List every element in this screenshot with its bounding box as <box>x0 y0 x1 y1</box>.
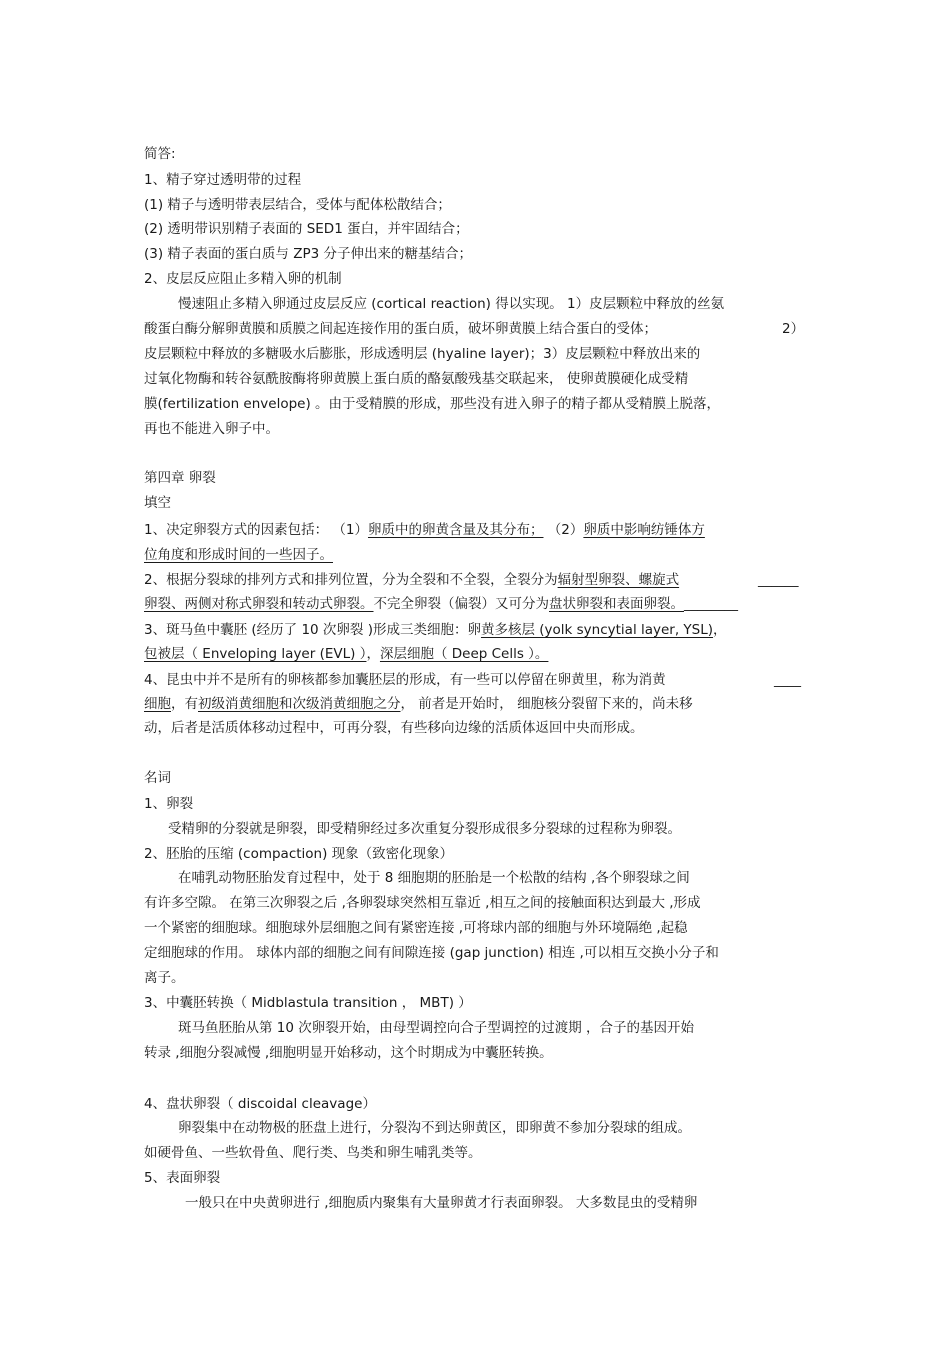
section-heading-fill-blank: 填空 <box>144 495 171 511</box>
paragraph-line: 有许多空隙。 在第三次卵裂之后 ,各卵裂球突然相互靠近 ,相互之间的接触面积达到最大 ,形成 <box>144 895 701 911</box>
question-line: 4、昆虫中并不是所有的卵核都参加囊胚层的形成，有一些可以停留在卵黄里，称为消黄 <box>144 672 666 688</box>
paragraph-line-end: 2） <box>782 321 805 337</box>
paragraph-line: 一个紧密的细胞球。细胞球外层细胞之间有紧密连接 ,可将球内部的细胞与外环境隔绝 ,起稳 <box>144 920 688 936</box>
answer-span: 盘状卵裂和表面卵裂。 <box>549 596 684 612</box>
section-heading-terms: 名词 <box>144 770 171 786</box>
text-line: (1) 精子与透明带表层结合，受体与配体松散结合； <box>144 197 451 213</box>
answer-span: 包被层（ Enveloping layer (EVL) ） <box>144 646 367 662</box>
text-span: ， <box>366 646 380 662</box>
answer-span: 卵裂、两侧对称式卵裂和转动式卵裂。 <box>144 596 374 612</box>
term-heading: 1、卵裂 <box>144 796 194 812</box>
question-line: 动，后者是活质体移动过程中，可再分裂，有些移向边缘的活质体返回中央而形成。 <box>144 720 644 736</box>
question-line <box>144 521 705 539</box>
term-heading: 2、胚胎的压缩 (compaction) 现象（致密化现象） <box>144 846 454 862</box>
paragraph-line: 过氧化物酶和转谷氨酰胺酶将卵黄膜上蛋白质的酪氨酸残基交联起来， 使卵黄膜硬化成受精 <box>144 371 689 387</box>
question-line <box>144 645 548 663</box>
text-span: ， <box>713 622 727 638</box>
question-line <box>144 571 679 589</box>
text-span: ， 前者是开始时， 细胞核分裂留下来的，尚未移 <box>400 696 693 712</box>
paragraph-line: 一般只在中央黄卵进行 ,细胞质内聚集有大量卵黄才行表面卵裂。 大多数昆虫的受精卵 <box>185 1195 698 1211</box>
answer-span: 卵质中的卵黄含量及其分布； <box>367 522 544 538</box>
paragraph-line: 定细胞球的作用。 球体内部的细胞之间有间隙连接 (gap junction) 相连 ,可以相互交换小分子和 <box>144 945 719 961</box>
answer-span: 深层细胞（ Deep Cells ）。 <box>379 646 549 662</box>
text-line: (2) 透明带识别精子表面的 SED1 蛋白，并牢固结合； <box>144 221 469 237</box>
answer-span: 黄多核层 (yolk syncytial layer, YSL) <box>480 622 714 638</box>
text-span: 3、斑马鱼中囊胚 (经历了 10 次卵裂 )形成三类细胞：卵 <box>144 622 481 638</box>
text-span: 1、决定卵裂方式的因素包括： （1） <box>144 522 368 538</box>
text-span: （2） <box>543 522 584 538</box>
answer-span: 卵质中影响纺锤体方 <box>583 522 705 538</box>
term-heading: 5、表面卵裂 <box>144 1170 221 1186</box>
question-line <box>144 595 738 613</box>
paragraph-line: 斑马鱼胚胎从第 10 次卵裂开始，由母型调控向合子型调控的过渡期 ，合子的基因开始 <box>178 1020 695 1036</box>
paragraph-line: 受精卵的分裂就是卵裂，即受精卵经过多次重复分裂形成很多分裂球的过程称为卵裂。 <box>168 821 681 837</box>
blank-line: ____ <box>774 672 801 688</box>
question-heading: 1、精子穿过透明带的过程 <box>144 172 302 188</box>
paragraph-line: 酸蛋白酶分解卵黄膜和质膜之间起连接作用的蛋白质，破坏卵黄膜上结合蛋白的受体； <box>144 321 657 337</box>
question-line <box>144 546 333 564</box>
blank-line: ______ <box>758 572 799 588</box>
blank-line: ________ <box>684 596 738 612</box>
answer-span: 初级消黄细胞和次级消黄细胞之分 <box>198 696 401 712</box>
paragraph-line: 如硬骨鱼、一些软骨鱼、爬行类、鸟类和卵生哺乳类等。 <box>144 1145 482 1161</box>
paragraph-line: 在哺乳动物胚胎发育过程中，处于 8 细胞期的胚胎是一个松散的结构 ,各个卵裂球之间 <box>178 870 690 886</box>
paragraph-line: 卵裂集中在动物极的胚盘上进行，分裂沟不到达卵黄区，即卵黄不参加分裂球的组成。 <box>178 1120 691 1136</box>
answer-span: 细胞 <box>144 696 171 712</box>
paragraph-line: 离子。 <box>144 970 185 986</box>
paragraph-line: 再也不能进入卵子中。 <box>144 421 279 437</box>
term-heading: 3、中囊胚转换（ Midblastula transition ， MBT) ） <box>144 995 472 1011</box>
question-heading: 2、皮层反应阻止多精入卵的机制 <box>144 271 342 287</box>
section-heading-short-answer: 简答: <box>144 146 176 162</box>
question-line <box>144 695 693 713</box>
text-span: 2、根据分裂球的排列方式和排列位置，分为全裂和不全裂，全裂分为 <box>144 572 558 588</box>
answer-span: 辐射型卵裂、螺旋式 <box>557 572 680 588</box>
paragraph-line: 皮层颗粒中释放的多糖吸水后膨胀，形成透明层 (hyaline layer)；3）皮层颗粒中释放出来的 <box>144 346 701 362</box>
chapter-heading: 第四章 卵裂 <box>144 470 216 486</box>
paragraph-line: 转录 ,细胞分裂减慢 ,细胞明显开始移动，这个时期成为中囊胚转换。 <box>144 1045 553 1061</box>
question-line <box>144 621 727 639</box>
text-line: (3) 精子表面的蛋白质与 ZP3 分子伸出来的糖基结合； <box>144 246 472 262</box>
paragraph-line: 膜(fertilization envelope) 。由于受精膜的形成，那些没有进入卵子的精子都从受精膜上脱落， <box>144 396 721 412</box>
paragraph-line: 慢速阻止多精入卵通过皮层反应 (cortical reaction) 得以实现。 1）皮层颗粒中释放的丝氨 <box>178 296 725 312</box>
text-span: 不完全卵裂（偏裂）又可分为 <box>373 596 549 612</box>
term-heading: 4、盘状卵裂（ discoidal cleavage） <box>144 1096 376 1112</box>
answer-span: 位角度和形成时间的一些因子。 <box>144 547 333 563</box>
text-span: ，有 <box>171 696 198 712</box>
